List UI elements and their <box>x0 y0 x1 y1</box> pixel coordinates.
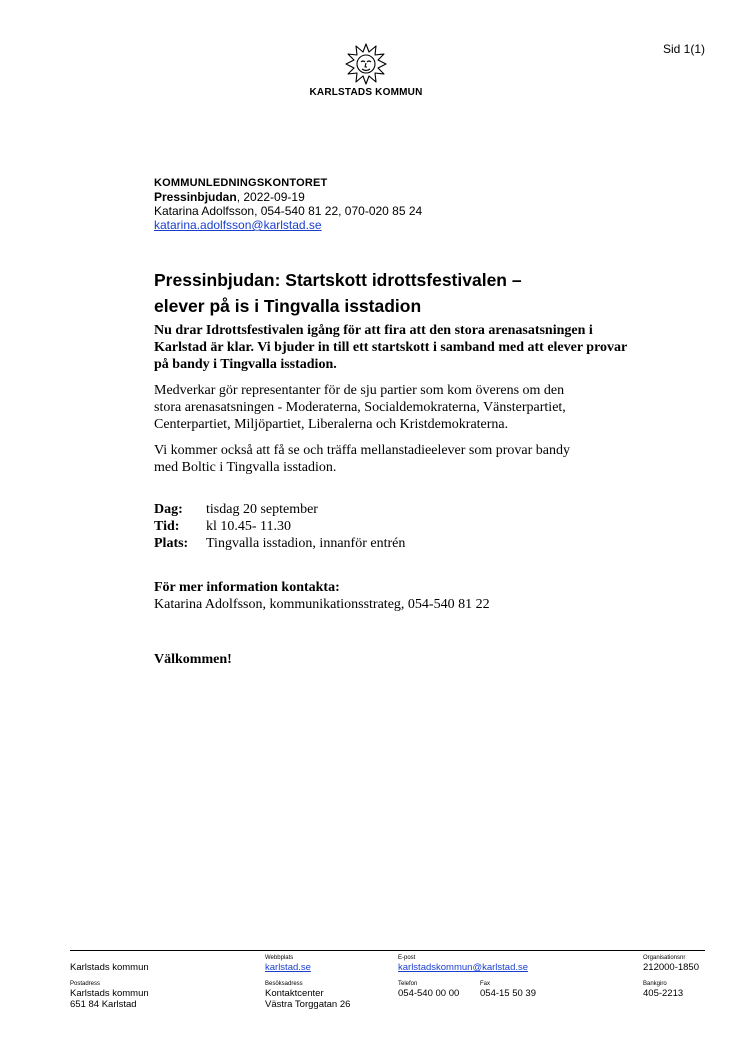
footer-bankgiro <box>643 980 683 999</box>
postadress-label: Postadress <box>70 981 101 987</box>
footer-org-name: Karlstads kommun <box>70 962 149 973</box>
contact-line: Katarina Adolfsson, 054-540 81 22, 070-020 85 24 <box>154 204 423 218</box>
closing-greeting: Välkommen! <box>154 652 232 667</box>
bankgiro-value: 405-2213 <box>643 988 684 999</box>
fax-value: 054-15 50 39 <box>480 988 536 999</box>
besok-label: Besöksadress <box>265 981 303 987</box>
contact-heading: För mer information kontakta: <box>154 580 340 595</box>
telefon-value: 054-540 00 00 <box>398 988 460 999</box>
bankgiro-label: Bankgiro <box>643 981 667 987</box>
footer-telefon <box>398 980 459 999</box>
event-details <box>154 501 405 552</box>
sun-face-icon <box>344 42 388 86</box>
paragraph-line: stora arenasatsningen - Moderaterna, Socialdemokraterna, Vänsterpartiet, <box>154 400 566 415</box>
orgnr-value: 212000-1850 <box>643 962 699 973</box>
footer-fax <box>480 980 536 999</box>
footer-email-link[interactable]: karlstadskommun@karlstad.se <box>398 962 529 973</box>
doc-type: Pressinbjudan <box>154 190 237 204</box>
doc-date: , 2022-09-19 <box>236 190 305 204</box>
logo-text: KARLSTADS KOMMUN <box>309 87 423 98</box>
fax-label: Fax <box>480 981 491 987</box>
department-name: KOMMUNLEDNINGSKONTORET <box>154 177 328 189</box>
contact-person: Katarina Adolfsson, kommunikationsstrateg, 054-540 81 22 <box>154 597 490 612</box>
municipality-logo <box>296 42 436 98</box>
place-label: Plats: <box>154 536 189 551</box>
headline-line-2: elever på is i Tingvalla isstadion <box>154 296 422 316</box>
place-value: Tingvalla isstadion, innanför entrén <box>206 536 406 551</box>
lead-paragraph: Nu drar Idrottsfestivalen igång för att fira att den stora arenasatsningen i Karlstad är klar. Vi bjuder in till ett startskott i samband med att elever provar på bandy i Tingvalla isstadion. <box>154 323 628 372</box>
paragraph-line: Medverkar gör representanter för de sju partier som kom överens om den <box>154 383 565 398</box>
email-link[interactable]: katarina.adolfsson@karlstad.se <box>154 218 322 232</box>
epost-label: E-post <box>398 955 416 961</box>
headline <box>154 267 624 319</box>
orgnr-label: Organisationsnr <box>643 955 686 961</box>
footer-besoksadress <box>265 980 350 1010</box>
doc-type-line <box>154 190 422 204</box>
website-link[interactable]: karlstad.se <box>265 962 311 973</box>
sender-block <box>154 176 422 232</box>
contact-info <box>154 579 490 613</box>
telefon-label: Telefon <box>398 981 418 987</box>
footer-orgnr <box>643 954 699 973</box>
postadress-line-2: 651 84 Karlstad <box>70 999 137 1010</box>
webbplats-label: Webbplats <box>265 955 294 961</box>
paragraph-line: med Boltic i Tingvalla isstadion. <box>154 460 337 475</box>
day-value: tisdag 20 september <box>206 502 318 517</box>
besok-line-1: Kontaktcenter <box>265 988 324 999</box>
footer-webbplats <box>265 954 311 973</box>
postadress-line-1: Karlstads kommun <box>70 988 149 999</box>
page-number: Sid 1(1) <box>662 42 705 56</box>
footer-epost <box>398 954 528 973</box>
footer-postadress <box>70 980 149 1010</box>
body-paragraph-2 <box>154 442 634 476</box>
event-time-row <box>154 518 405 535</box>
event-place-row <box>154 535 405 552</box>
event-day-row <box>154 501 405 518</box>
footer-divider <box>70 950 705 951</box>
time-value: kl 10.45- 11.30 <box>206 519 292 534</box>
headline-line-1: Pressinbjudan: Startskott idrottsfestivalen – <box>154 270 522 290</box>
day-label: Dag: <box>154 502 183 517</box>
besok-line-2: Västra Torggatan 26 <box>265 999 351 1010</box>
paragraph-line: Vi kommer också att få se och träffa mellanstadieelever som provar bandy <box>154 443 571 458</box>
time-label: Tid: <box>154 519 180 534</box>
body-paragraph-1 <box>154 382 634 433</box>
paragraph-line: Centerpartiet, Miljöpartiet, Liberalerna och Kristdemokraterna. <box>154 417 509 432</box>
